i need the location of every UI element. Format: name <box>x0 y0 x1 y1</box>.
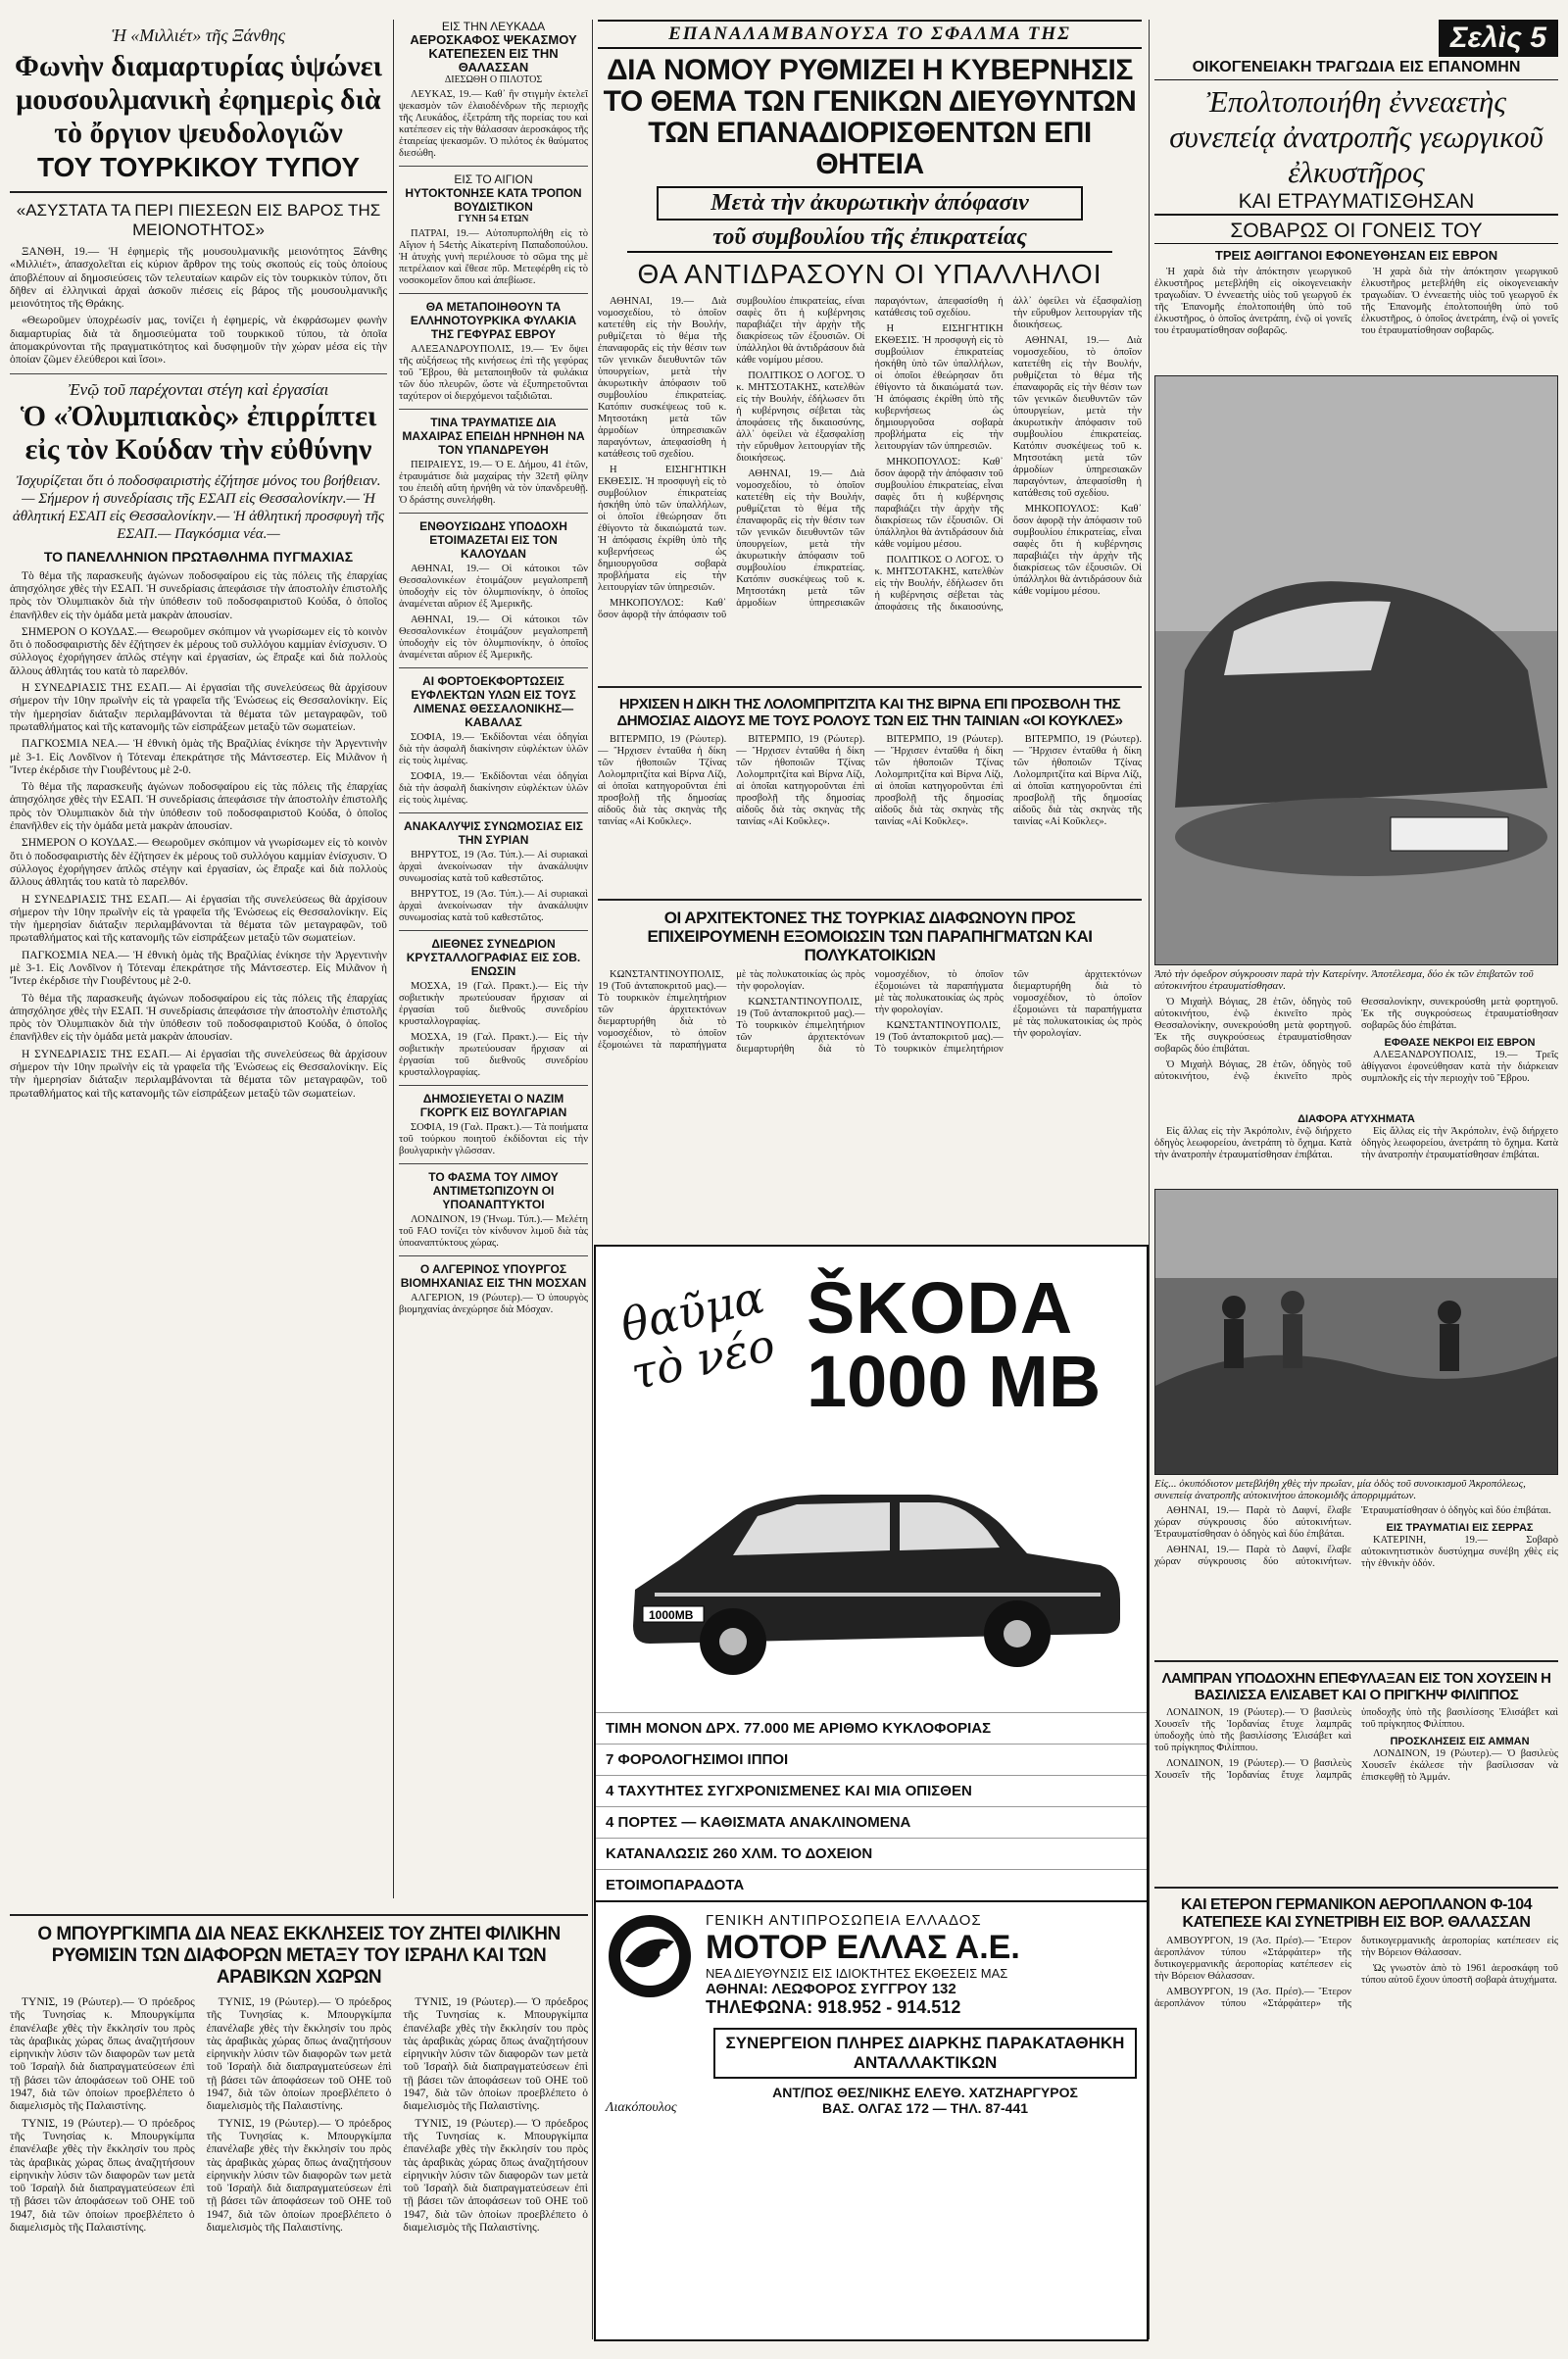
ad-price: ΤΙΜΗ ΜΟΝΟΝ ΔΡΧ. 77.000 ΜΕ ΑΡΙΘΜΟ ΚΥΚΛΟΦΟΡΙΑΣ <box>596 1712 1147 1744</box>
paragraph: ΑΛΕΞΑΝΔΡΟΥΠΟΛΙΣ, 19.— Τρεῖς ἀθίγγανοι ἐφονεύθησαν κατὰ τὴν διάρκειαν συμπλοκῆς εἰς τὴν περιοχὴν τοῦ Ἕβρου. <box>1361 1050 1558 1084</box>
ad-signature: Λιακόπουλος <box>606 2100 677 2115</box>
paragraph: Ἡ χαρὰ διὰ τὴν ἀπόκτησιν γεωργικοῦ ἐλκυστῆρος μετεβλήθη εἰς οἰκογενειακὴν τραγωδίαν. Ὁ ἐννεαετὴς υἱὸς τοῦ γεωργοῦ ἐκ τῆς Ἐπανομῆς ἐπολτοποιήθη ὑπὸ τοῦ ἐλκυστῆρος, ὁ ὁποῖος ἀνετράπη, ἐνῷ οἱ γονεῖς του ἐτραυματίσθησαν σοβαρῶς. <box>1361 267 1558 336</box>
skoda-advertisement <box>594 1245 1149 2341</box>
paragraph: ΜΗΚΟΠΟΥΛΟΣ: Καθ᾽ ὅσον ἀφορᾷ τὴν ἀπόφασιν τοῦ συμβουλίου ἐπικρατείας, εἶναι σαφὲς ὅτι ἡ κυβέρνησις παραβιάζει τὴν ἀρχὴν τῆς διακρίσεως τῶν ἐξουσιῶν. Οἱ ὑπάλληλοι θὰ ἀντιδράσουν διὰ κάθε νομίμου μέσου. <box>874 457 1004 550</box>
paragraph: ΛΕΥΚΑΣ, 19.— Καθ᾽ ἣν στιγμὴν ἐκτελεῖ ψεκασμὸν τῶν ἐλαιοδένδρων τῆς περιοχῆς τῆς Λευκάδος, ἐξετράπη τῆς πορείας του καὶ κατέπεσεν εἰς τὴν θάλασσαν ἀεροσκάφος τῆς ἐταιρείας ψεκασμῶν. Ὁ πιλότος ἐκ θαύματος διεσώθη. <box>399 89 588 159</box>
dealer-phone: ΤΗΛΕΦΩΝΑ: 918.952 - 914.512 <box>706 1997 961 2017</box>
street-photo <box>1154 1189 1558 1475</box>
paragraph: ΑΘΗΝΑΙ, 19.— Οἱ κάτοικοι τῶν Θεσσαλονικέων ἑτοιμάζουν μεγαλοπρεπῆ ὑποδοχὴν εἰς τὸν ὀλυμπιονίκην, ὁ ὁποῖος ἀναμένεται αὔριον ἐξ Ἀμερικῆς. <box>399 564 588 610</box>
section-head: ΕΦΘΑΣΕ ΝΕΚΡΟΙ ΕΙΣ ΕΒΡΟΝ <box>1384 1037 1536 1049</box>
paragraph: ΑΘΗΝΑΙ, 19.— Οἱ κάτοικοι τῶν Θεσσαλονικέων ἑτοιμάζουν μεγαλοπρεπῆ ὑποδοχὴν εἰς τὸν ὀλυμπιονίκην, ὁ ὁποῖος ἀναμένεται αὔριον ἐξ Ἀμερικῆς. <box>399 614 588 661</box>
article-body <box>598 969 1142 1102</box>
ad-feature: 4 ΤΑΧΥΤΗΤΕΣ ΣΥΓΧΡΟΝΙΣΜΕΝΕΣ ΚΑΙ ΜΙΑ ΟΠΙΣΘΕΝ <box>596 1775 1147 1806</box>
article-body <box>10 570 387 1101</box>
article-body <box>1154 1707 1558 1879</box>
paragraph: ΤΥΝΙΣ, 19 (Ρώυτερ).— Ὁ πρόεδρος τῆς Τυνησίας κ. Μπουργκίμπα ἐπανέλαβε χθὲς τὴν ἔκκλησίν του πρὸς τὰς ἀραβικὰς χώρας ὅπως ἀναζητήσουν εἰρηνικὴν λύσιν τῶν διαφορῶν των μετὰ τοῦ Ἰσραὴλ διὰ διαπραγματεύσεων ἐπὶ τῇ βάσει τῶν ἀποφάσεων τοῦ ΟΗΕ τοῦ 1947, διὰ τῶν ὁποίων προεβλέπετο ὁ διαμελισμὸς τῆς Παλαιστίνης. <box>403 1996 588 2113</box>
subhead: «ΑΣΥΣΤΑΤΑ ΤΑ ΠΕΡΙ ΠΙΕΣΕΩΝ ΕΙΣ ΒΑΡΟΣ ΤΗΣ ΜΕΙΟΝΟΤΗΤΟΣ» <box>16 201 381 239</box>
headline: ΗΡΧΙΣΕΝ Η ΔΙΚΗ ΤΗΣ ΛΟΛΟΜΠΡΙΤΖΙΤΑ ΚΑΙ ΤΗΣ ΒΙΡΝΑ ΕΠΙ ΠΡΟΣΒΟΛΗ ΤΗΣ ΔΗΜΟΣΙΑΣ ΑΙΔΟΥΣ ΜΕ ΤΟΥΣ ΡΟΛΟΥΣ ΤΩΝ ΕΙΣ ΤΗΝ ΤΑΙΝΙΑΝ «ΟΙ ΚΟΥΚΛΕΣ» <box>616 696 1123 729</box>
paragraph: ΤΥΝΙΣ, 19 (Ρώυτερ).— Ὁ πρόεδρος τῆς Τυνησίας κ. Μπουργκίμπα ἐπανέλαβε χθὲς τὴν ἔκκλησίν του πρὸς τὰς ἀραβικὰς χώρας ὅπως ἀναζητήσουν εἰρηνικὴν λύσιν τῶν διαφορῶν των μετὰ τοῦ Ἰσραὴλ διὰ διαπραγματεύσεων ἐπὶ τῇ βάσει τῶν ἀποφάσεων τοῦ ΟΗΕ τοῦ 1947, διὰ τῶν ὁποίων προεβλέπετο ὁ διαμελισμὸς τῆς Παλαιστίνης. <box>10 1996 195 2113</box>
paragraph: ΑΘΗΝΑΙ, 19.— Παρὰ τὸ Δαφνί, ἔλαβε χώραν σύγκρουσις δύο αὐτοκινήτων. Ἐτραυματίσθησαν ὁ ὁδηγὸς καὶ δύο ἐπιβάται. <box>1154 1505 1351 1540</box>
article-body <box>598 734 1142 891</box>
dealer-block <box>596 1900 1147 2028</box>
paragraph: Η ΣΥΝΕΔΡΙΑΣΙΣ ΤΗΣ ΕΣΑΠ.— Αἱ ἐργασίαι τῆς συνελεύσεως θὰ ἀρχίσουν σήμερον τὴν 10ην πρωϊνὴν εἰς τὰ γραφεῖα τῆς Ἑνώσεως εἰς Θεσσαλονίκην. Εἰς τὴν ἡμερησίαν διάταξιν περιλαμβάνονται τὰ θέματα τῶν μεταγραφῶν, τοῦ πρωταθλήματος καὶ τῆς κατανομῆς τῶν εἰσπράξεων μεταξὺ τῶν σωματείων. <box>10 893 387 945</box>
article-body <box>399 1122 588 1157</box>
skoda-logo-icon <box>606 1912 694 2000</box>
column-1 <box>10 20 387 1105</box>
headline-tail: ΚΑΙ ΕΤΡΑΥΜΑΤΙΣΘΗΣΑΝ <box>1154 190 1558 216</box>
headline: ΚΑΙ ΕΤΕΡΟΝ ΓΕΡΜΑΝΙΚΟΝ ΑΕΡΟΠΛΑΝΟΝ Φ-104 ΚΑΤΕΠΕΣΕ ΚΑΙ ΣΥΝΕΤΡΙΒΗ ΕΙΣ ΒΟΡ. ΘΑΛΑΣΣΑΝ <box>1180 1896 1533 1931</box>
paragraph: ΛΟΝΔΙΝΟΝ, 19 (Ρώυτερ).— Ὁ βασιλεὺς Χουσεΐν ἐκάλεσε τὴν βασίλισσαν νὰ ἐπισκεφθῇ τὸ Ἀμμάν. <box>1361 1748 1558 1783</box>
paragraph: ΜΗΚΟΠΟΥΛΟΣ: Καθ᾽ ὅσον ἀφορᾷ τὴν ἀπόφασιν τοῦ συμβουλίου ἐπικρατείας, εἶναι σαφὲς ὅτι ἡ κυβέρνησις παραβιάζει τὴν ἀρχὴν τῆς διακρίσεως τῶν ἐξουσιῶν. Οἱ ὑπάλληλοι θὰ ἀντιδράσουν διὰ κάθε νομίμου μέσου. <box>598 296 865 620</box>
headline: ΔΗΜΟΣΙΕΥΕΤΑΙ Ο ΝΑΖΙΜ ΓΚΟΡΓΚ ΕΙΣ ΒΟΥΛΓΑΡΙΑΝ <box>419 1092 567 1119</box>
wheel-hub <box>719 1628 747 1655</box>
paragraph: ΣΟΦΙΑ, 19 (Γαλ. Πρακτ.).— Τὰ ποιήματα τοῦ τούρκου ποιητοῦ ἐκδίδονται εἰς τὴν βουλγαρικὴν γλῶσσαν. <box>399 1122 588 1156</box>
photo-caption: Εἰς... ὀκυπόδιοτον μετεβλήθη χθὲς τὴν πρωΐαν, μία ὁδὸς τοῦ συνοικισμοῦ Ἀκροπόλεως, συνεπείᾳ ἀνατροπῆς αὐτοκινήτου ἀποκομιδῆς ἀπορριμμάτων. <box>1154 1478 1526 1501</box>
paragraph: ΜΟΣΧΑ, 19 (Γαλ. Πρακτ.).— Εἰς τὴν σοβιετικὴν πρωτεύουσαν ἤρχισαν αἱ ἐργασίαι τοῦ διεθνοῦς συνεδρίου κρυσταλλογραφίας. <box>399 981 588 1027</box>
paragraph: Εἰς ἄλλας εἰς τὴν Ἀκρόπολιν, ἐνῷ διήρχετο ὁδηγὸς λεωφορείου, ἀνετράπη τὸ ὄχημα. Κατὰ τὴν ἀνατροπὴν ἐτραυματίσθησαν ἐπιβάται. <box>1154 1126 1351 1160</box>
paragraph: ΠΑΤΡΑΙ, 19.— Αὐτοπυρπολήθη εἰς τὸ Αἴγιον ἡ 54ετὴς Αἰκατερίνη Παπαδοπούλου. Ἡ ἀτυχὴς γυνὴ περιέλουσε τὸ σῶμα της μὲ πετρέλαιον καὶ ἔθεσε πῦρ. Μετεφέρθη εἰς τὸ νοσοκομεῖον ὅπου καὶ ἀπεβίωσε. <box>399 228 588 286</box>
divider <box>399 166 588 167</box>
subhead: ΓΥΝΗ 54 ΕΤΩΝ <box>458 214 529 224</box>
subhead: ΣΟΒΑΡΩΣ ΟΙ ΓΟΝΕΙΣ ΤΟΥ <box>1154 220 1558 244</box>
column-4 <box>1154 20 1558 2337</box>
section-head: ΔΙΑΦΟΡΑ ΑΤΥΧΗΜΑΤΑ <box>1298 1113 1415 1125</box>
article-body <box>1154 1936 1558 2083</box>
paragraph: ΑΘΗΝΑΙ, 19.— Διὰ νομοσχεδίου, τὸ ὁποῖον κατετέθη εἰς τὴν Βουλήν, ρυθμίζεται τὸ θέμα τῆς ἐπαναφορᾶς εἰς τὴν θέσιν των τῶν γενικῶν διευθυντῶν τῶν ὑπουργείων, μετὰ τὴν ἀκυρωτικὴν ἀπόφασιν τοῦ συμβουλίου ἐπικρατείας. Κατόπιν συσκέψεως τοῦ κ. Μητσοτάκη μετὰ τῶν ἁρμοδίων ὑπηρεσιακῶν παραγόντων, ἀπεφασίσθη ἡ κατάθεσις τοῦ σχεδίου. <box>1012 335 1142 499</box>
paragraph: ΑΜΒΟΥΡΓΟΝ, 19 (Ἀσ. Πρέσ).— Ἕτερον ἀεροπλάνον τύπου «Στάρφάιτερ» τῆς δυτικογερμανικῆς ἀεροπορίας κατέπεσεν εἰς τὴν Βόρειον Θάλασσαν. <box>1154 1936 1558 2009</box>
divider <box>1154 1887 1558 1889</box>
paragraph: ΠΟΛΙΤΙΚΟΣ Ο ΛΟΓΟΣ. Ὁ κ. ΜΗΤΣΟΤΑΚΗΣ, κατελθὼν εἰς τὴν Βουλήν, ἐδήλωσεν ὅτι ἡ κυβέρνησις σέβεται τὰς ἀποφάσεις τῆς δικαιοσύνης, ἀλλ᾽ ὀφείλει νὰ ἐξασφαλίσῃ τὴν εὔρυθμον λειτουργίαν τῆς διοικήσεως. <box>874 296 1142 613</box>
paragraph: ΜΟΣΧΑ, 19 (Γαλ. Πρακτ.).— Εἰς τὴν σοβιετικὴν πρωτεύουσαν ἤρχισαν αἱ ἐργασίαι τοῦ διεθνοῦς συνεδρίου κρυσταλλογραφίας. <box>399 1032 588 1078</box>
divider <box>10 1914 588 1916</box>
divider <box>10 373 387 374</box>
paragraph: Τὸ θέμα τῆς παρασκευῆς ἀγώνων ποδοσφαίρου εἰς τὰς πόλεις τῆς ἐπαρχίας ἀπησχόλησε χθὲς τὴν ΕΣΑΠ. Ἡ συνεδρίασις ἀπεφάσισε τὴν ἀποστολὴν ἐπιστολῆς πρὸς τὸν Ὀλυμπιακὸν διὰ τὴν ὑπόθεσιν τοῦ ποδοσφαιριστοῦ Κούδα, ὁ ὁποῖος ἐπανῆλθεν εἰς τὴν ὁμάδα μετὰ μακρὰν ἀπουσίαν. <box>10 569 387 621</box>
headline: ΘΑ ΜΕΤΑΠΟΙΗΘΟΥΝ ΤΑ ΕΛΛΗΝΟΤΟΥΡΚΙΚΑ ΦΥΛΑΚΙΑ ΤΗΣ ΓΕΦΥΡΑΣ ΕΒΡΟΥ <box>410 300 577 341</box>
dealer-address: ΝΕΑ ΔΙΕΥΘΥΝΣΙΣ ΕΙΣ ΙΔΙΟΚΤΗΤΕΣ ΕΚΘΕΣΕΙΣ ΜΑΣ <box>706 1966 1008 1981</box>
paragraph: ΣΟΦΙΑ, 19.— Ἐκδίδονται νέαι ὁδηγίαι διὰ τὴν ἀσφαλῆ διακίνησιν εὐφλέκτων ὑλῶν εἰς τοὺς λιμένας. <box>399 732 588 766</box>
paragraph: ΑΘΗΝΑΙ, 19.— Παρὰ τὸ Δαφνί, ἔλαβε χώραν σύγκρουσις δύο αὐτοκινήτων. Ἐτραυματίσθησαν ὁ ὁδηγὸς καὶ δύο ἐπιβάται. <box>1154 1505 1551 1567</box>
paragraph: ΚΑΤΕΡΙΝΗ, 19.— Σοβαρὸ αὐτοκινητιστικὸν δυστύχημα συνέβη χθὲς εἰς τὴν ἐθνικὴν ὁδόν. <box>1361 1535 1558 1569</box>
paragraph: Τὸ θέμα τῆς παρασκευῆς ἀγώνων ποδοσφαίρου εἰς τὰς πόλεις τῆς ἐπαρχίας ἀπησχόλησε χθὲς τὴν ΕΣΑΠ. Ἡ συνεδρίασις ἀπεφάσισε τὴν ἀποστολὴν ἐπιστολῆς πρὸς τὸν Ὀλυμπιακὸν διὰ τὴν ὑπόθεσιν τοῦ ποδοσφαιριστοῦ Κούδα, ὁ ὁποῖος ἐπανῆλθεν εἰς τὴν ὁμάδα μετὰ μακρὰν ἀπουσίαν. <box>10 992 387 1044</box>
wheel-hub <box>1004 1620 1031 1647</box>
article-body <box>399 1293 588 1316</box>
divider <box>10 191 387 193</box>
page-badge-wrap <box>1154 20 1558 57</box>
divider <box>399 1163 588 1164</box>
photo-caption: Ἀπὸ τὴν ὁφεδρον σύγκρουσιν παρὰ τὴν Κατερίνην. Ἀποτέλεσμα, δύο ἐκ τῶν ἐπιβατῶν τοῦ αὐτοκινήτου ἐτραυματίσθησαν. <box>1154 968 1534 992</box>
headline: ΤΟ ΦΑΣΜΑ ΤΟΥ ΛΙΜΟΥ ΑΝΤΙΜΕΤΩΠΙΖΟΥΝ ΟΙ ΥΠΟΑΝΑΠΤΥΚΤΟΙ <box>428 1170 559 1211</box>
kicker: Ἡ «Μιλλιέτ» τῆς Ξάνθης <box>111 25 286 45</box>
article-body <box>1154 1126 1558 1185</box>
crashed-car-icon <box>1155 376 1557 964</box>
subhead: ΤΡΕΙΣ ΑΘΙΓΓΑΝΟΙ ΕΦΟΝΕΥΘΗΣΑΝ ΕΙΣ ΕΒΡΟΝ <box>1214 248 1498 263</box>
paragraph: ΒΗΡΥΤΟΣ, 19 (Ἀσ. Τύπ.).— Αἱ συριακαὶ ἀρχαὶ ἀνεκοίνωσαν τὴν ἀνακάλυψιν συνωμοσίας κατὰ τοῦ καθεστῶτος. <box>399 889 588 923</box>
headline: ΕΝΘΟΥΣΙΩΔΗΣ ΥΠΟΔΟΧΗ ΕΤΟΙΜΑΖΕΤΑΙ ΕΙΣ ΤΟΝ ΚΑΛΟΥΔΑΝ <box>419 519 567 561</box>
paragraph: Τὸ θέμα τῆς παρασκευῆς ἀγώνων ποδοσφαίρου εἰς τὰς πόλεις τῆς ἐπαρχίας ἀπησχόλησε χθὲς τὴν ΕΣΑΠ. Ἡ συνεδρίασις ἀπεφάσισε τὴν ἀποστολὴν ἐπιστολῆς πρὸς τὸν Ὀλυμπιακὸν διὰ τὴν ὑπόθεσιν τοῦ ποδοσφαιριστοῦ Κούδα, ὁ ὁποῖος ἐπανῆλθεν εἰς τὴν ὁμάδα μετὰ μακρὰν ἀπουσίαν. <box>10 781 387 833</box>
dealer-address: ΑΘΗΝΑΙ: ΛΕΩΦΟΡΟΣ ΣΥΓΓΡΟΥ 132 <box>706 1981 956 1997</box>
ad-feature: 4 ΠΟΡΤΕΣ — ΚΑΘΙΣΜΑΤΑ ΑΝΑΚΛΙΝΟΜΕΝΑ <box>596 1806 1147 1838</box>
headline: ΗΥΤΟΚΤΟΝΗΣΕ ΚΑΤΑ ΤΡΟΠΟΝ ΒΟΥΔΙΣΤΙΚΟΝ <box>405 186 582 214</box>
section-label: ΕΙΣ ΤΟ ΑΙΓΙΟΝ <box>454 172 533 186</box>
article-body <box>598 296 1142 678</box>
paragraph: Εἰς ἄλλας εἰς τὴν Ἀκρόπολιν, ἐνῷ διήρχετο ὁδηγὸς λεωφορείου, ἀνετράπη τὸ ὄχημα. Κατὰ τὴν ἀνατροπὴν ἐτραυματίσθησαν ἐπιβάται. <box>1361 1126 1558 1160</box>
headline-tail: ΤΟΥ ΤΟΥΡΚΙΚΟΥ ΤΥΠΟΥ <box>36 152 361 182</box>
paragraph: ΣΟΦΙΑ, 19.— Ἐκδίδονται νέαι ὁδηγίαι διὰ τὴν ἀσφαλῆ διακίνησιν εὐφλέκτων ὑλῶν εἰς τοὺς λιμένας. <box>399 771 588 806</box>
headline: ΔΙΑ ΝΟΜΟΥ ΡΥΘΜΙΖΕΙ Η ΚΥΒΕΡΝΗΣΙΣ ΤΟ ΘΕΜΑ ΤΩΝ ΓΕΝΙΚΩΝ ΔΙΕΥΘΥΝΤΩΝ ΤΩΝ ΕΠΑΝΑΔΙΟΡΙΣΘΕΝΤΩΝ ΕΠΙ ΘΗΤΕΙΑ <box>603 54 1137 180</box>
column-1-bottom <box>10 1906 588 2337</box>
paragraph: ΑΛΕΞΑΝΔΡΟΥΠΟΛΙΣ, 19.— Ἐν ὄψει τῆς αὐξήσεως τῆς κινήσεως ἐπὶ τῆς γεφύρας τοῦ Ἕβρου, θὰ μεταποιηθοῦν τὰ φυλάκια τῶν δύο πλευρῶν, ὥστε νὰ ἐξυπηρετοῦνται ταχύτερον οἱ διερχόμενοι ταξιδιῶται. <box>399 344 588 402</box>
headline: Ὁ «Ὀλυμπιακὸς» ἐπιρρίπτει εἰς τὸν Κούδαν τὴν εὐθύνην <box>20 399 377 466</box>
topline: ΟΙΚΟΓΕΝΕΙΑΚΗ ΤΡΑΓΩΔΙΑ ΕΙΣ ΕΠΑΝΟΜΗΝ <box>1154 59 1558 80</box>
paragraph: ΠΑΓΚΟΣΜΙΑ ΝΕΑ.— Ἡ ἐθνικὴ ὁμὰς τῆς Βραζιλίας ἐνίκησε τὴν Ἀργεντινὴν μὲ 3-1. Εἰς Λονδῖνον ἡ Τότεναμ ἐπεκράτησε τῆς Μάντσεστερ. Εἰς Μιλᾶνον ἡ Ἴντερ ἐκέρδισε τὴν Γιουβέντους μὲ 2-0. <box>10 949 387 988</box>
workshop-block <box>713 2028 1137 2116</box>
section-head: ΠΡΟΣΚΛΗΣΕΙΣ ΕΙΣ ΑΜΜΑΝ <box>1390 1736 1530 1747</box>
paragraph: ΤΥΝΙΣ, 19 (Ρώυτερ).— Ὁ πρόεδρος τῆς Τυνησίας κ. Μπουργκίμπα ἐπανέλαβε χθὲς τὴν ἔκκλησίν του πρὸς τὰς ἀραβικὰς χώρας ὅπως ἀναζητήσουν εἰρηνικὴν λύσιν τῶν διαφορῶν των μετὰ τοῦ Ἰσραὴλ διὰ διαπραγματεύσεων ἐπὶ τῇ βάσει τῶν ἀποφάσεων τοῦ ΟΗΕ τοῦ 1947, διὰ τῶν ὁποίων προεβλέπετο ὁ διαμελισμὸς τῆς Παλαιστίνης. <box>10 2117 195 2235</box>
paragraph: ΛΟΝΔΙΝΟΝ, 19 (Ἠνωμ. Τύπ.).— Μελέτη τοῦ FAO τονίζει τὸν κίνδυνον λιμοῦ διὰ τὰς ὑποαναπτύκτους χώρας. <box>399 1214 588 1249</box>
ad-feature: ΕΤΟΙΜΟΠΑΡΑΔΟΤΑ <box>596 1869 1147 1900</box>
paragraph: ΒΙΤΕΡΜΠΟ, 19 (Ρώυτερ).— Ἤρχισεν ἐνταῦθα ἡ δίκη τῶν ἠθοποιῶν Τζίνας Λολομπριτζίτα καὶ Βίρνα Λίζι, αἱ ὁποῖαι κατηγοροῦνται ἐπὶ προσβολῇ τῆς δημοσίας αἰδοῦς διὰ τὰς σκηνὰς τῆς ταινίας «Αἱ Κοῦκλες». <box>598 734 727 827</box>
paragraph: ΣΗΜΕΡΟΝ Ο ΚΟΥΔΑΣ.— Θεωροῦμεν σκόπιμον νὰ γνωρίσωμεν εἰς τὸ κοινὸν ὅτι ὁ ποδοσφαιριστὴς δὲν ἐζήτησεν ἐκ μέρους τοῦ συλλόγου καμμίαν ἐνίσχυσιν. Ὁ σύλλογος ἐχορήγησεν ἁπλῶς στέγην καὶ ἐργασίαν, ὡς ἔπραξε καὶ διὰ πολλοὺς ἄλλους ἀθλητάς του κατὰ τὸ παρελθόν. <box>10 837 387 889</box>
paragraph: ΒΙΤΕΡΜΠΟ, 19 (Ρώυτερ).— Ἤρχισεν ἐνταῦθα ἡ δίκη τῶν ἠθοποιῶν Τζίνας Λολομπριτζίτα καὶ Βίρνα Λίζι, αἱ ὁποῖαι κατηγοροῦνται ἐπὶ προσβολῇ τῆς δημοσίας αἰδοῦς διὰ τὰς σκηνὰς τῆς ταινίας «Αἱ Κοῦκλες». <box>1012 734 1142 827</box>
article-body <box>10 1996 588 2238</box>
paragraph: Ὁ Μιχαὴλ Βόγιας, 28 ἐτῶν, ὁδηγὸς τοῦ αὐτοκινήτου, ἐνῷ ἐκινεῖτο πρὸς Θεσσαλονίκην, συνεκρούσθη μετὰ φορτηγοῦ. Ἐκ τῆς συγκρούσεως ἐτραυματίσθησαν σοβαρῶς δύο ἐπιβάται. <box>1154 997 1558 1082</box>
article-body <box>399 850 588 924</box>
paragraph: ΤΥΝΙΣ, 19 (Ρώυτερ).— Ὁ πρόεδρος τῆς Τυνησίας κ. Μπουργκίμπα ἐπανέλαβε χθὲς τὴν ἔκκλησίν του πρὸς τὰς ἀραβικὰς χώρας ὅπως ἀναζητήσουν εἰρηνικὴν λύσιν τῶν διαφορῶν των μετὰ τοῦ Ἰσραὴλ διὰ διαπραγματεύσεων ἐπὶ τῇ βάσει τῶν ἀποφάσεων τοῦ ΟΗΕ τοῦ 1947, διὰ τῶν ὁποίων προεβλέπετο ὁ διαμελισμὸς τῆς Παλαιστίνης. <box>206 1996 392 2113</box>
paragraph: ΑΘΗΝΑΙ, 19.— Διὰ νομοσχεδίου, τὸ ὁποῖον κατετέθη εἰς τὴν Βουλήν, ρυθμίζεται τὸ θέμα τῆς ἐπαναφορᾶς εἰς τὴν θέσιν των τῶν γενικῶν διευθυντῶν τῶν ὑπουργείων, μετὰ τὴν ἀκυρωτικὴν ἀπόφασιν τοῦ συμβουλίου ἐπικρατείας. Κατόπιν συσκέψεως τοῦ κ. Μητσοτάκη μετὰ τῶν ἁρμοδίων ὑπηρεσιακῶν παραγόντων, ἀπεφασίσθη ἡ κατάθεσις τοῦ σχεδίου. <box>598 296 727 460</box>
subline: τοῦ συμβουλίου τῆς ἐπικρατείας <box>627 224 1112 253</box>
paragraph: ΑΛΓΕΡΙΟΝ, 19 (Ρώυτερ).— Ὁ ὑπουργὸς βιομηχανίας ἀνεχώρησε διὰ Μόσχαν. <box>399 1293 588 1315</box>
paragraph: ΛΟΝΔΙΝΟΝ, 19 (Ρώυτερ).— Ὁ βασιλεὺς Χουσεΐν τῆς Ἰορδανίας ἔτυχε λαμπρᾶς ὑποδοχῆς ὑπὸ τῆς βασιλίσσης Ἐλισάβετ καὶ τοῦ πρίγκηπος Φιλίππου. <box>1154 1707 1558 1781</box>
article-body <box>399 732 588 807</box>
headline: ΑΙ ΦΟΡΤΟΕΚΦΟΡΤΩΣΕΙΣ ΕΥΦΛΕΚΤΩΝ ΥΛΩΝ ΕΙΣ ΤΟΥΣ ΛΙΜΕΝΑΣ ΘΕΣΣΑΛΟΝΙΚΗΣ—ΚΑΒΑΛΑΣ <box>411 674 576 729</box>
column-rule <box>1149 20 1150 2339</box>
ad-header <box>596 1247 1147 1422</box>
center-section <box>598 20 1142 1245</box>
ad-model: 1000 MB <box>807 1341 1102 1422</box>
dealer-name: ΜΟΤΟΡ ΕΛΛΑΣ Α.Ε. <box>706 1929 1020 1966</box>
paragraph: ΑΘΗΝΑΙ, 19.— Διὰ νομοσχεδίου, τὸ ὁποῖον κατετέθη εἰς τὴν Βουλήν, ρυθμίζεται τὸ θέμα τῆς ἐπαναφορᾶς εἰς τὴν θέσιν των τῶν γενικῶν διευθυντῶν τῶν ὑπουργείων, μετὰ τὴν ἀκυρωτικὴν ἀπόφασιν τοῦ συμβουλίου ἐπικρατείας. Κατόπιν συσκέψεως τοῦ κ. Μητσοτάκη μετὰ τῶν ἁρμοδίων ὑπηρεσιακῶν παραγόντων, ἀπεφασίσθη ἡ κατάθεσις τοῦ σχεδίου. <box>736 296 1004 609</box>
column-rule <box>592 20 593 2339</box>
divider <box>399 293 588 294</box>
section-head: ΤΟ ΠΑΝΕΛΛΗΝΙΟΝ ΠΡΩΤΑΘΛΗΜΑ ΠΥΓΜΑΧΙΑΣ <box>43 548 354 565</box>
kicker: Ἐνῷ τοῦ παρέχονται στέγη καὶ ἐργασίαι <box>68 379 329 399</box>
divider <box>598 686 1142 688</box>
paragraph: ΠΟΛΙΤΙΚΟΣ Ο ΛΟΓΟΣ. Ὁ κ. ΜΗΤΣΟΤΑΚΗΣ, κατελθὼν εἰς τὴν Βουλήν, ἐδήλωσεν ὅτι ἡ κυβέρνησις σέβεται τὰς ἀποφάσεις τῆς δικαιοσύνης, ἀλλ᾽ ὀφείλει νὰ ἐξασφαλίσῃ τὴν εὔρυθμον λειτουργίαν τῆς διοικήσεως. <box>736 370 865 464</box>
paragraph: ΒΙΤΕΡΜΠΟ, 19 (Ρώυτερ).— Ἤρχισεν ἐνταῦθα ἡ δίκη τῶν ἠθοποιῶν Τζίνας Λολομπριτζίτα καὶ Βίρνα Λίζι, αἱ ὁποῖαι κατηγοροῦνται ἐπὶ προσβολῇ τῆς δημοσίας αἰδοῦς διὰ τὰς σκηνὰς τῆς ταινίας «Αἱ Κοῦκλες». <box>874 734 1004 827</box>
car-illustration <box>596 1418 1141 1712</box>
paragraph: ΤΥΝΙΣ, 19 (Ρώυτερ).— Ὁ πρόεδρος τῆς Τυνησίας κ. Μπουργκίμπα ἐπανέλαβε χθὲς τὴν ἔκκλησίν του πρὸς τὰς ἀραβικὰς χώρας ὅπως ἀναζητήσουν εἰρηνικὴν λύσιν τῶν διαφορῶν των μετὰ τοῦ Ἰσραὴλ διὰ διαπραγματεύσεων ἐπὶ τῇ βάσει τῶν ἀποφάσεων τοῦ ΟΗΕ τοῦ 1947, διὰ τῶν ὁποίων προεβλέπετο ὁ διαμελισμὸς τῆς Παλαιστίνης. <box>403 2117 588 2235</box>
paragraph: ΤΥΝΙΣ, 19 (Ρώυτερ).— Ὁ πρόεδρος τῆς Τυνησίας κ. Μπουργκίμπα ἐπανέλαβε χθὲς τὴν ἔκκλησίν του πρὸς τὰς ἀραβικὰς χώρας ὅπως ἀναζητήσουν εἰρηνικὴν λύσιν τῶν διαφορῶν των μετὰ τοῦ Ἰσραὴλ διὰ διαπραγματεύσεων ἐπὶ τῇ βάσει τῶν ἀποφάσεων τοῦ ΟΗΕ τοῦ 1947, διὰ τῶν ὁποίων προεβλέπετο ὁ διαμελισμὸς τῆς Παλαιστίνης. <box>206 2117 392 2235</box>
branch-text: ΑΝΤ/ΠΟΣ ΘΕΣ/ΝΙΚΗΣ ΕΛΕΥΘ. ΧΑΤΖΗΑΡΓΥΡΟΣ <box>772 2085 1078 2100</box>
paragraph: Ὡς γνωστὸν ἀπὸ τὸ 1961 ἀεροσκάφη τοῦ τύπου αὐτοῦ ἔχουν ὑποστῆ σοβαρὰ ἀτυχήματα. <box>1361 1963 1558 1986</box>
column-rule <box>393 20 394 1898</box>
car-stripe <box>655 1593 1101 1597</box>
ad-footer <box>596 2028 1147 2124</box>
headline: Ἐπολτοποιήθη ἐννεαετὴς συνεπείᾳ ἀνατροπῆς γεωργικοῦ ἐλκυστῆρος <box>1169 84 1544 189</box>
headline: ΟΙ ΑΡΧΙΤΕΚΤΟΝΕΣ ΤΗΣ ΤΟΥΡΚΙΑΣ ΔΙΑΦΩΝΟΥΝ ΠΡΟΣ ΕΠΙΧΕΙΡΟΥΜΕΝΗ ΕΞΟΜΟΙΩΣΙΝ ΤΩΝ ΠΑΡΑΠΗΓΜΑΤΩΝ ΚΑΙ ΠΟΛΥΚΑΤΟΙΚΙΩΝ <box>647 909 1093 964</box>
divider <box>399 930 588 931</box>
headline: ΤΙΝΑ ΤΡΑΥΜΑΤΙΣΕ ΔΙΑ ΜΑΧΑΙΡΑΣ ΕΠΕΙΔΗ ΗΡΝΗΘΗ ΝΑ ΤΟΝ ΥΠΑΝΔΡΕΥΘΗ <box>402 416 585 457</box>
paragraph: ΚΩΝΣΤΑΝΤΙΝΟΥΠΟΛΙΣ, 19 (Τοῦ ἀνταποκριτοῦ μας).— Τὸ τουρκικὸν ἐπιμελητήριον τῶν ἀρχιτεκτόνων διεμαρτυρήθη διὰ τὸ νομοσχέδιον, τὸ ὁποῖον ἐξομοιώνει τὰ παραπήγματα μὲ τὰς πολυκατοικίας ὡς πρὸς τὴν φορολογίαν. <box>736 969 1004 1055</box>
column-2 <box>399 20 588 1901</box>
article-body <box>1154 267 1558 369</box>
headline: ΛΑΜΠΡΑΝ ΥΠΟΔΟΧΗΝ ΕΠΕΦΥΛΑΞΑΝ ΕΙΣ ΤΟΝ ΧΟΥΣΕΙΝ Η ΒΑΣΙΛΙΣΣΑ ΕΛΙΣΑΒΕΤ ΚΑΙ Ο ΠΡΙΓΚΗΨ ΦΙΛΙΠΠΟΣ <box>1161 1670 1551 1703</box>
section-label: ΕΙΣ ΤΗΝ ΛΕΥΚΑΔΑ <box>441 20 546 33</box>
dealer-info <box>694 1912 1137 2018</box>
headline: ΑΕΡΟΣΚΑΦΟΣ ΨΕΚΑΣΜΟΥ ΚΑΤΕΠΕΣΕΝ ΕΙΣ ΤΗΝ ΘΑΛΑΣΣΑΝ <box>410 32 577 74</box>
page-number-badge: Σελὶς 5 <box>1439 20 1558 57</box>
deck: ΘΑ ΑΝΤΙΔΡΑΣΟΥΝ ΟΙ ΥΠΑΛΛΗΛΟΙ <box>637 259 1102 289</box>
paragraph: Ἡ χαρὰ διὰ τὴν ἀπόκτησιν γεωργικοῦ ἐλκυστῆρος μετεβλήθη εἰς οἰκογενειακὴν τραγωδίαν. Ὁ ἐννεαετὴς υἱὸς τοῦ γεωργοῦ ἐκ τῆς Ἐπανομῆς ἐπολτοποιήθη ὑπὸ τοῦ ἐλκυστῆρος, ὁ ὁποῖος ἀνετράπη, ἐνῷ οἱ γονεῖς του ἐτραυματίσθησαν σοβαρῶς. <box>1154 267 1351 336</box>
paragraph: ΣΗΜΕΡΟΝ Ο ΚΟΥΔΑΣ.— Θεωροῦμεν σκόπιμον νὰ γνωρίσωμεν εἰς τὸ κοινὸν ὅτι ὁ ποδοσφαιριστὴς δὲν ἐζήτησεν ἐκ μέρους τοῦ συλλόγου καμμίαν ἐνίσχυσιν. Ὁ σύλλογος ἐχορήγησεν ἁπλῶς στέγην καὶ ἐργασίαν, ὡς ἔπραξε καὶ διὰ πολλοὺς ἄλλους ἀθλητάς του κατὰ τὸ παρελθόν. <box>10 625 387 677</box>
paragraph: ΜΗΚΟΠΟΥΛΟΣ: Καθ᾽ ὅσον ἀφορᾷ τὴν ἀπόφασιν τοῦ συμβουλίου ἐπικρατείας, εἶναι σαφὲς ὅτι ἡ κυβέρνησις παραβιάζει τὴν ἀρχὴν τῆς διακρίσεως τῶν ἐξουσιῶν. Οἱ ὑπάλληλοι θὰ ἀντιδράσουν διὰ κάθε νομίμου μέσου. <box>1012 504 1142 597</box>
article-body <box>399 981 588 1079</box>
article-body <box>399 1214 588 1250</box>
article-body <box>399 228 588 287</box>
article-body <box>1154 997 1558 1109</box>
paragraph: ΚΩΝΣΤΑΝΤΙΝΟΥΠΟΛΙΣ, 19 (Τοῦ ἀνταποκριτοῦ μας).— Τὸ τουρκικὸν ἐπιμελητήριον τῶν ἀρχιτεκτόνων διεμαρτυρήθη διὰ τὸ νομοσχέδιον, τὸ ὁποῖον ἐξομοιώνει τὰ παραπήγματα μὲ τὰς πολυκατοικίας ὡς πρὸς τὴν φορολογίαν. <box>874 969 1142 1055</box>
ad-feature: ΚΑΤΑΝΑΛΩΣΙΣ 260 ΧΛΜ. ΤΟ ΔΟΧΕΙΟΝ <box>596 1838 1147 1869</box>
divider <box>399 667 588 668</box>
paragraph: ΑΜΒΟΥΡΓΟΝ, 19 (Ἀσ. Πρέσ).— Ἕτερον ἀεροπλάνον τύπου «Στάρφάιτερ» τῆς δυτικογερμανικῆς ἀεροπορίας κατέπεσεν εἰς τὴν Βόρειον Θάλασσαν. <box>1154 1936 1351 1982</box>
headline: Φωνὴν διαμαρτυρίας ὑψώνει μουσουλμανικὴ ἐφημερὶς διὰ τὸ ὄργιον ψευδολογιῶν <box>15 50 382 149</box>
paragraph: Η ΣΥΝΕΔΡΙΑΣΙΣ ΤΗΣ ΕΣΑΠ.— Αἱ ἐργασίαι τῆς συνελεύσεως θὰ ἀρχίσουν σήμερον τὴν 10ην πρωϊνὴν εἰς τὰ γραφεῖα τῆς Ἑνώσεως εἰς Θεσσαλονίκην. Εἰς τὴν ἡμερησίαν διάταξιν περιλαμβάνονται τὰ θέματα τῶν μεταγραφῶν, τοῦ πρωταθλήματος καὶ τῆς κατανομῆς τῶν εἰσπράξεων μεταξὺ τῶν σωματείων. <box>10 1048 387 1100</box>
divider <box>399 1085 588 1086</box>
paragraph: «Θεωροῦμεν ὑποχρέωσίν μας, τονίζει ἡ ἐφημερίς, νὰ ἐκφράσωμεν φωνὴν διαμαρτυρίας διὰ τὰ δημοσιεύματα τοῦ τουρκικοῦ τύπου, τὰ ὁποῖα ἀπομακρύνονται τῆς πραγματικότητος καὶ δυσφημοῦν τὴν χώραν μέσα εἰς τὴν ὁποίαν ζῶμεν ἐλεύθεροι καὶ ἴσοι». <box>10 315 387 367</box>
paragraph: Η ΣΥΝΕΔΡΙΑΣΙΣ ΤΗΣ ΕΣΑΠ.— Αἱ ἐργασίαι τῆς συνελεύσεως θὰ ἀρχίσουν σήμερον τὴν 10ην πρωϊνὴν εἰς τὰ γραφεῖα τῆς Ἑνώσεως εἰς Θεσσαλονίκην. Εἰς τὴν ἡμερησίαν διάταξιν περιλαμβάνονται τὰ θέματα τῶν μεταγραφῶν, τοῦ πρωταθλήματος καὶ τῆς κατανομῆς τῶν εἰσπράξεων μεταξὺ τῶν σωματείων. <box>10 682 387 733</box>
crowd-scene-icon <box>1155 1190 1557 1474</box>
article-body <box>399 460 588 507</box>
ad-script-text: θαῦμα τὸ νέο <box>615 1270 780 1401</box>
article-body <box>10 246 387 368</box>
subhead: Ἰσχυρίζεται ὅτι ὁ ποδοσφαιριστὴς ἐζήτησε μόνος του βοήθειαν.— Σήμερον ἡ συνεδρίασις τῆς ΕΣΑΠ εἰς Θεσσαλονίκην.— Ἡ ἀθλητική ΕΣΑΠ εἰς Θεσσαλονίκην.— Ἡ ἀθλητική προσφυγὴ τῆς ΕΣΑΠ.— Παγκόσμια νέα.— <box>12 472 385 542</box>
headline: Ο ΜΠΟΥΡΓΚΙΜΠΑ ΔΙΑ ΝΕΑΣ ΕΚΚΛΗΣΕΙΣ ΤΟΥ ΖΗΤΕΙ ΦΙΛΙΚΗΝ ΡΥΘΜΙΣΙΝ ΤΩΝ ΔΙΑΦΟΡΩΝ ΜΕΤΑΞΥ ΤΟΥ ΙΣΡΑΗΛ ΚΑΙ ΤΩΝ ΑΡΑΒΙΚΩΝ ΧΩΡΩΝ <box>37 1924 561 1988</box>
license-plate-text: 1000MB <box>649 1608 694 1622</box>
divider <box>399 1255 588 1256</box>
article-body <box>399 89 588 160</box>
paragraph: ΠΕΙΡΑΙΕΥΣ, 19.— Ὁ Ε. Δήμου, 41 ἐτῶν, ἐτραυμάτισε διὰ μαχαίρας τὴν 32ετῆ φίλην του ἐπειδὴ αὕτη ἠρνήθη νὰ τὸν ὑπανδρευθῇ. Ὁ δράστης συνελήφθη. <box>399 460 588 506</box>
subline-box <box>657 186 1083 221</box>
branch-text: ΒΑΣ. ΟΛΓΑΣ 172 — ΤΗΛ. 87-441 <box>821 2100 1029 2116</box>
divider <box>1154 1660 1558 1662</box>
workshop-text: ΣΥΝΕΡΓΕΙΟΝ ΠΛΗΡΕΣ ΔΙΑΡΚΗΣ ΠΑΡΑΚΑΤΑΘΗΚΗ ΑΝΤΑΛΛΑΚΤΙΚΩΝ <box>713 2028 1137 2079</box>
divider <box>399 409 588 410</box>
headline: Ο ΑΛΓΕΡΙΝΟΣ ΥΠΟΥΡΓΟΣ ΒΙΟΜΗΧΑΝΙΑΣ ΕΙΣ ΤΗΝ ΜΟΣΧΑΝ <box>400 1262 587 1290</box>
paragraph: Η ΕΙΣΗΓΗΤΙΚΗ ΕΚΘΕΣΙΣ. Ἡ προσφυγὴ εἰς τὸ συμβούλιον ἐπικρατείας ἠσκήθη ὑπὸ τῶν ὑπαλλήλων, οἱ ὁποῖοι ἐθεώρησαν ὅτι ἐθίγοντο τὰ δικαιώματά των. Ἡ ἀπόφασις ἐκρίθη ὑπὸ τῆς κυβερνήσεως ὡς δημιουργοῦσα σοβαρὰ προβλήματα εἰς τὴν λειτουργίαν τῶν ὑπηρεσιῶν. <box>874 323 1004 452</box>
divider <box>399 812 588 813</box>
article-body <box>399 564 588 662</box>
headline: ΑΝΑΚΑΛΥΨΙΣ ΣΥΝΩΜΟΣΙΑΣ ΕΙΣ ΤΗΝ ΣΥΡΙΑΝ <box>404 819 583 847</box>
article-body <box>399 344 588 403</box>
paragraph: Ὁ Μιχαὴλ Βόγιας, 28 ἐτῶν, ὁδηγὸς τοῦ αὐτοκινήτου, ἐνῷ ἐκινεῖτο πρὸς Θεσσαλονίκην, συνεκρούσθη μετὰ φορτηγοῦ. Ἐκ τῆς συγκρούσεως ἐτραυματίσθησαν σοβαρῶς δύο ἐπιβάται. <box>1154 997 1351 1055</box>
subline: Μετὰ τὴν ἀκυρωτικὴν ἀπόφασιν <box>710 190 1029 216</box>
paragraph: ΒΗΡΥΤΟΣ, 19 (Ἀσ. Τύπ.).— Αἱ συριακαὶ ἀρχαὶ ἀνεκοίνωσαν τὴν ἀνακάλυψιν συνωμοσίας κατὰ τοῦ καθεστῶτος. <box>399 850 588 884</box>
subhead: ΔΙΕΣΩΘΗ Ο ΠΙΛΟΤΟΣ <box>444 74 543 85</box>
paragraph: ΞΑΝΘΗ, 19.— Ἡ ἐφημερὶς τῆς μουσουλμανικῆς μειονότητος Ξάνθης «Μιλλιέτ», ἀπασχολεῖται εἰς κύριον ἄρθρον της τοὺς σκοπούς εἰς τοὺς ὁποίους ἀποβλέπουν αἱ δημοσιεύσεις τῶν τελευταίων καιρῶν εἰς τὸν τουρκικὸν τύπον, ὅτι δῆθεν αἱ ἑλληνικαὶ ἀρχαὶ ἀσκοῦν πιέσεις εἰς βάρος τῆς μουσουλμανικῆς μειονότητος τῆς Θράκης. <box>10 246 387 311</box>
kicker: ΕΠΑΝΑΛΑΜΒΑΝΟΥΣΑ ΤΟ ΣΦΑΛΜΑ ΤΗΣ <box>598 20 1142 49</box>
headline: ΔΙΕΘΝΕΣ ΣΥΝΕΔΡΙΟΝ ΚΡΥΣΤΑΛΛΟΓΡΑΦΙΑΣ ΕΙΣ ΣΟΒ. ΕΝΩΣΙΝ <box>406 937 581 978</box>
article-body <box>1154 1505 1558 1652</box>
ad-brand: ŠKODA <box>807 1267 1074 1349</box>
paragraph: ΛΟΝΔΙΝΟΝ, 19 (Ρώυτερ).— Ὁ βασιλεὺς Χουσεΐν τῆς Ἰορδανίας ἔτυχε λαμπρᾶς ὑποδοχῆς ὑπὸ τῆς βασιλίσσης Ἐλισάβετ καὶ τοῦ πρίγκηπος Φιλίππου. <box>1154 1707 1351 1753</box>
accident-photo <box>1154 375 1558 965</box>
divider <box>399 513 588 514</box>
paragraph: Η ΕΙΣΗΓΗΤΙΚΗ ΕΚΘΕΣΙΣ. Ἡ προσφυγὴ εἰς τὸ συμβούλιον ἐπικρατείας ἠσκήθη ὑπὸ τῶν ὑπαλλήλων, οἱ ὁποῖοι ἐθεώρησαν ὅτι ἐθίγοντο τὰ δικαιώματά των. Ἡ ἀπόφασις ἐκρίθη ὑπὸ τῆς κυβερνήσεως ὡς δημιουργοῦσα σοβαρὰ προβλήματα εἰς τὴν λειτουργίαν τῶν ὑπηρεσιῶν. <box>598 465 727 593</box>
paragraph: ΠΑΓΚΟΣΜΙΑ ΝΕΑ.— Ἡ ἐθνικὴ ὁμὰς τῆς Βραζιλίας ἐνίκησε τὴν Ἀργεντινὴν μὲ 3-1. Εἰς Λονδῖνον ἡ Τότεναμ ἐπεκράτησε τῆς Μάντσεστερ. Εἰς Μιλᾶνον ἡ Ἴντερ ἐκέρδισε τὴν Γιουβέντους μὲ 2-0. <box>10 738 387 776</box>
dealer-label: ΓΕΝΙΚΗ ΑΝΤΙΠΡΟΣΩΠΕΙΑ ΕΛΛΑΔΟΣ <box>706 1912 982 1929</box>
divider <box>598 899 1142 901</box>
section-head: ΕΙΣ ΤΡΑΥΜΑΤΙΑΙ ΕΙΣ ΣΕΡΡΑΣ <box>1386 1522 1534 1534</box>
paragraph: ΒΙΤΕΡΜΠΟ, 19 (Ρώυτερ).— Ἤρχισεν ἐνταῦθα ἡ δίκη τῶν ἠθοποιῶν Τζίνας Λολομπριτζίτα καὶ Βίρνα Λίζι, αἱ ὁποῖαι κατηγοροῦνται ἐπὶ προσβολῇ τῆς δημοσίας αἰδοῦς διὰ τὰς σκηνὰς τῆς ταινίας «Αἱ Κοῦκλες». <box>736 734 865 827</box>
paragraph: ΚΩΝΣΤΑΝΤΙΝΟΥΠΟΛΙΣ, 19 (Τοῦ ἀνταποκριτοῦ μας).— Τὸ τουρκικὸν ἐπιμελητήριον τῶν ἀρχιτεκτόνων διεμαρτυρήθη διὰ τὸ νομοσχέδιον, τὸ ὁποῖον ἐξομοιώνει τὰ παραπήγματα μὲ τὰς πολυκατοικίας ὡς πρὸς τὴν φορολογίαν. <box>598 969 865 1051</box>
ad-feature: 7 ΦΟΡΟΛΟΓΗΣΙΜΟΙ ΙΠΠΟΙ <box>596 1744 1147 1775</box>
